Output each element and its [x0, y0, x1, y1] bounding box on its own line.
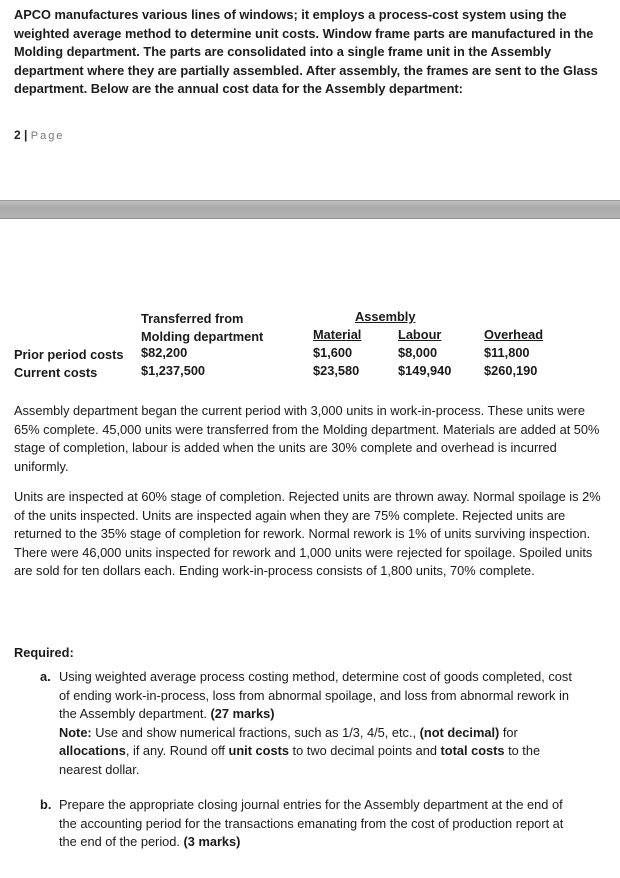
row-current-transferred: $1,237,500 [141, 363, 206, 378]
item-a-note-4: to two decimal points and [292, 743, 437, 758]
item-a-note-3: , if any. Round off [125, 743, 225, 758]
inspection-paragraph: Units are inspected at 60% stage of completion. Rejected units are thrown away. Normal spoilage is 2% of the units inspected. Units are inspected again when they are 75% complete. Rejected units are returned to the 35% stage of completion for rework. Normal rework is 1% of units surviving inspection. There were 46,000 units inspected for rework and 1,000 units were rejected for spoilage. Spoiled units are sold for ten dollars each. Ending work-in-process consists of 1,800 units, 70% complete. [14, 489, 601, 578]
row-prior-labour: $8,000 [398, 345, 438, 360]
intro-paragraph: APCO manufactures various lines of windows; it employs a process-cost system using the weighted average method to determine unit costs. Window frame parts are manufactured in the Molding department. The parts are consolidated into a single frame unit in the Assembly department where they are partially assembled. After assembly, the frames are sent to the Glass department. Below are the annual cost data for the Assembly department: [14, 7, 598, 96]
page-label: Page [30, 130, 65, 142]
item-a-note-label: Note: [59, 724, 92, 740]
item-a-note-unit-costs: unit costs [228, 743, 289, 758]
page-footer [14, 126, 64, 146]
row-prior-transferred: $82,200 [141, 345, 188, 360]
item-b-text: Prepare the appropriate closing journal entries for the Assembly department at the end of the accounting period for the transactions emanating from the cost of production report at the end of the period. [59, 797, 564, 849]
item-a-note-not-decimal: (not decimal) [419, 724, 500, 740]
item-b-marks: (3 marks) [183, 834, 241, 849]
item-a-note-total-costs: total costs [440, 743, 505, 758]
col-overhead: Overhead [484, 327, 544, 342]
col-transferred-line2: Molding department [141, 329, 264, 344]
col-labour: Labour [398, 327, 442, 342]
item-a-marks: (27 marks) [210, 706, 275, 721]
wip-paragraph: Assembly department began the current period with 3,000 units in work-in-process. These units were 65% complete. 45,000 units were transferred from the Molding department. Materials are added at 50% stage of completion, labour is added when the units are 30% complete and overhead is incurred uniformly. [14, 403, 600, 474]
col-material: Material [313, 327, 362, 342]
col-group-assembly: Assembly [355, 309, 416, 324]
required-item-b [40, 796, 580, 852]
page-divider-bar [0, 200, 620, 219]
page-number: 2 [14, 128, 21, 142]
page-separator: | [24, 128, 28, 142]
item-a-note-allocations: allocations [59, 743, 126, 758]
required-item-a [40, 668, 580, 779]
col-transferred-line1: Transferred from [141, 311, 244, 326]
item-b-letter: b. [40, 797, 52, 812]
item-a-text: Using weighted average process costing method, determine cost of goods completed, cost of ending work-in-process, loss from abnormal spoilage, and loss from abnormal rework in the Assembly department. [59, 669, 572, 721]
required-heading: Required: [14, 645, 74, 660]
row-current-overhead: $260,190 [484, 363, 538, 378]
row-current-labour: $149,940 [398, 363, 452, 378]
item-a-note-5: to the nearest dollar. [59, 743, 541, 777]
row-prior-material: $1,600 [313, 345, 353, 360]
row-label-current: Current costs [14, 365, 98, 380]
item-a-note-1: Use and show numerical fractions, such as 1/3, 4/5, etc., [95, 724, 417, 740]
item-a-note-2: for [502, 724, 518, 740]
item-a-letter: a. [40, 669, 51, 684]
row-label-prior: Prior period costs [14, 347, 124, 362]
row-current-material: $23,580 [313, 363, 360, 378]
row-prior-overhead: $11,800 [484, 345, 530, 360]
